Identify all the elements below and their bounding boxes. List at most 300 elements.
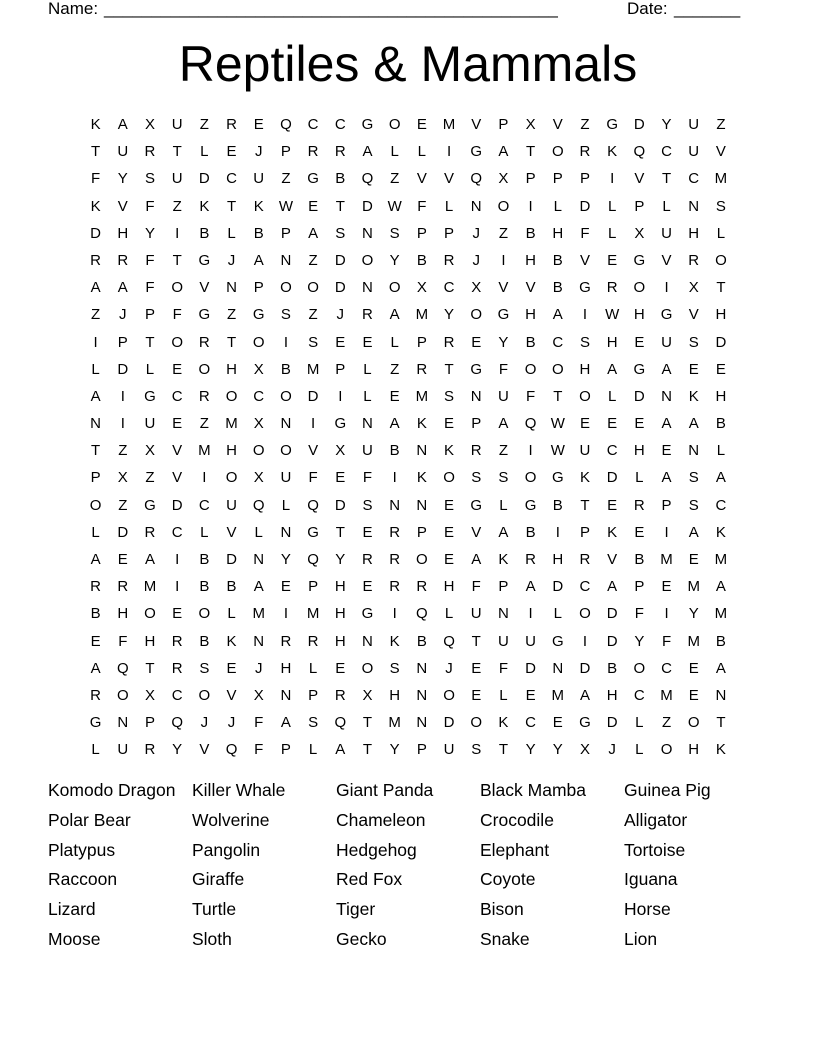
grid-letter: Z	[172, 197, 182, 215]
grid-letter: B	[552, 496, 563, 514]
grid-letter: G	[334, 415, 347, 433]
grid-letter: U	[470, 605, 482, 623]
word-bank-item: Pangolin	[192, 839, 261, 860]
grid-letter: N	[362, 415, 373, 433]
grid-letter: N	[688, 197, 700, 215]
grid-letter: A	[607, 360, 618, 378]
grid-letter: Y	[444, 306, 455, 324]
grid-letter: R	[443, 251, 455, 269]
grid-letter: R	[280, 632, 292, 650]
grid-letter: O	[524, 469, 537, 487]
grid-letter: A	[552, 306, 563, 324]
grid-letter: M	[714, 605, 728, 623]
grid-letter: L	[607, 224, 617, 242]
grid-letter: O	[252, 333, 265, 351]
grid-letter: R	[334, 686, 346, 704]
grid-letter: Y	[661, 116, 672, 133]
grid-letter: I	[93, 333, 98, 351]
grid-letter: Q	[252, 496, 265, 514]
grid-letter: J	[254, 143, 263, 161]
grid-letter: X	[634, 224, 645, 242]
grid-letter: S	[498, 469, 509, 487]
grid-letter: G	[551, 469, 564, 487]
grid-letter: J	[119, 306, 127, 324]
grid-letter: D	[226, 551, 237, 568]
grid-letter: N	[280, 686, 292, 704]
grid-letter: Y	[117, 170, 128, 188]
grid-letter: L	[227, 224, 236, 242]
grid-letter: G	[307, 170, 319, 188]
grid-letter: G	[144, 496, 156, 514]
grid-letter: E	[362, 523, 373, 541]
grid-letter: C	[661, 659, 672, 677]
grid-letter: X	[579, 741, 590, 759]
grid-letter: I	[175, 578, 180, 596]
grid-letter: V	[444, 170, 455, 188]
word-bank-item: Alligator	[624, 809, 688, 830]
grid-letter: J	[254, 659, 263, 677]
grid-letter: W	[550, 442, 565, 460]
grid-letter: U	[117, 741, 129, 759]
grid-letter: A	[525, 578, 536, 596]
grid-letter: G	[198, 251, 211, 269]
grid-letter: E	[335, 469, 346, 487]
grid-letter: E	[661, 442, 672, 460]
grid-letter: I	[120, 387, 125, 405]
grid-letter: P	[117, 333, 128, 351]
grid-letter: N	[416, 686, 428, 704]
grid-letter: L	[91, 360, 100, 378]
grid-letter: F	[254, 741, 264, 759]
grid-letter: N	[389, 496, 401, 514]
grid-letter: A	[661, 415, 672, 433]
grid-letter: I	[664, 523, 669, 541]
grid-letter: I	[392, 605, 397, 623]
grid-letter: W	[278, 197, 293, 215]
grid-letter: N	[416, 714, 428, 732]
grid-letter: K	[498, 551, 509, 568]
grid-letter: Q	[280, 116, 292, 133]
grid-letter: E	[444, 551, 455, 568]
grid-letter: N	[362, 224, 373, 242]
word-bank-item: Guinea Pig	[624, 780, 711, 800]
grid-letter: E	[389, 387, 400, 405]
date-blank: _______	[674, 0, 741, 18]
grid-letter: U	[226, 496, 237, 514]
grid-letter: Y	[389, 251, 400, 269]
grid-letter: P	[280, 143, 291, 161]
grid-letter: K	[389, 632, 400, 650]
grid-letter: G	[660, 306, 673, 324]
grid-letter: P	[498, 116, 509, 133]
grid-letter: M	[714, 170, 728, 188]
grid-letter: B	[90, 605, 101, 623]
grid-letter: H	[443, 578, 455, 596]
grid-letter: O	[388, 279, 401, 297]
grid-letter: N	[552, 659, 564, 677]
grid-letter: R	[470, 442, 482, 460]
word-bank-item: Lion	[624, 928, 658, 949]
grid-letter: Z	[716, 116, 726, 133]
grid-letter: U	[171, 116, 183, 133]
grid-letter: B	[199, 551, 210, 568]
grid-letter: R	[334, 143, 346, 161]
grid-letter: V	[226, 686, 237, 704]
grid-letter: Q	[443, 632, 455, 650]
grid-letter: P	[579, 523, 590, 541]
grid-letter: L	[91, 523, 100, 541]
grid-letter: X	[144, 442, 155, 460]
grid-letter: N	[253, 632, 265, 650]
grid-letter: X	[117, 469, 128, 487]
grid-letter: P	[144, 714, 155, 732]
grid-letter: Q	[633, 143, 646, 161]
grid-letter: H	[633, 306, 645, 324]
grid-letter: V	[117, 197, 128, 215]
grid-letter: Z	[580, 116, 590, 133]
grid-letter: N	[280, 251, 292, 269]
grid-letter: C	[715, 496, 727, 514]
grid-letter: T	[335, 197, 345, 215]
grid-letter: C	[552, 333, 564, 351]
grid-letter: T	[362, 741, 373, 759]
grid-letter: F	[145, 251, 155, 269]
grid-letter: M	[143, 578, 157, 596]
grid-letter: F	[118, 632, 128, 650]
grid-letter: G	[89, 714, 102, 732]
grid-letter: P	[634, 578, 645, 596]
grid-letter: A	[335, 741, 346, 759]
grid-letter: R	[144, 523, 156, 541]
grid-letter: E	[117, 551, 128, 568]
grid-letter: T	[145, 659, 155, 677]
grid-letter: T	[226, 197, 237, 215]
grid-letter: H	[606, 333, 618, 351]
grid-letter: L	[363, 387, 372, 405]
grid-letter: G	[633, 360, 646, 378]
grid-letter: G	[470, 143, 483, 161]
grid-letter: S	[715, 197, 726, 215]
grid-letter: R	[307, 632, 319, 650]
grid-letter: R	[606, 279, 618, 297]
name-blank: ________________________________________________	[104, 0, 558, 18]
grid-letter: Y	[172, 741, 183, 759]
grid-letter: O	[225, 387, 238, 405]
grid-letter: A	[471, 551, 482, 568]
grid-letter: E	[634, 523, 645, 541]
word-bank-item: Turtle	[192, 899, 237, 920]
grid-letter: L	[200, 523, 209, 541]
grid-letter: I	[610, 170, 615, 188]
grid-letter: E	[471, 333, 482, 351]
grid-letter: P	[416, 741, 427, 759]
grid-letter: M	[415, 306, 429, 324]
grid-letter: L	[635, 714, 644, 732]
grid-letter: E	[172, 605, 183, 623]
grid-letter: E	[90, 632, 101, 650]
grid-letter: O	[280, 279, 292, 297]
grid-letter: R	[362, 551, 373, 568]
grid-letter: T	[661, 170, 672, 188]
grid-letter: V	[471, 116, 482, 133]
grid-letter: G	[198, 306, 211, 324]
grid-letter: V	[308, 442, 319, 460]
word-bank	[48, 776, 768, 955]
grid-letter: U	[525, 632, 537, 650]
grid-letter: B	[389, 442, 400, 460]
grid-letter: P	[280, 741, 291, 759]
grid-letter: E	[634, 415, 645, 433]
grid-letter: S	[308, 333, 319, 351]
grid-letter: E	[253, 116, 264, 133]
grid-letter: Y	[498, 333, 509, 351]
grid-letter: K	[199, 197, 210, 215]
grid-letter: N	[715, 686, 727, 704]
word-bank-item: Tortoise	[624, 839, 686, 860]
grid-letter: Y	[335, 551, 346, 568]
grid-letter: X	[253, 469, 264, 487]
grid-letter: Z	[498, 442, 508, 460]
grid-letter: K	[444, 442, 455, 460]
grid-letter: T	[444, 360, 454, 378]
grid-letter: I	[555, 523, 560, 541]
grid-letter: N	[416, 442, 428, 460]
grid-letter: N	[226, 279, 237, 297]
grid-letter: F	[498, 360, 508, 378]
grid-letter: H	[525, 306, 537, 324]
grid-letter: G	[361, 605, 374, 623]
grid-letter: G	[470, 496, 483, 514]
grid-letter: G	[252, 306, 265, 324]
grid-letter: H	[144, 632, 156, 650]
grid-letter: O	[89, 496, 102, 514]
grid-letter: O	[198, 605, 211, 623]
grid-letter: Y	[389, 741, 400, 759]
grid-letter: L	[444, 197, 454, 215]
grid-letter: A	[498, 523, 509, 541]
grid-letter: S	[444, 387, 455, 405]
grid-letter: A	[144, 551, 155, 568]
grid-letter: H	[715, 387, 727, 405]
grid-letter: N	[90, 415, 102, 433]
word-bank-item: Komodo Dragon	[48, 780, 176, 800]
grid-letter: G	[361, 116, 374, 133]
grid-letter: Q	[524, 415, 537, 433]
grid-letter: T	[498, 741, 508, 759]
grid-letter: K	[715, 741, 726, 759]
grid-letter: F	[580, 224, 590, 242]
grid-letter: A	[308, 224, 319, 242]
grid-letter: H	[334, 632, 346, 650]
grid-letter: P	[416, 224, 427, 242]
grid-letter: R	[90, 578, 102, 596]
page-title: Reptiles & Mammals	[178, 36, 638, 92]
grid-letter: O	[116, 686, 129, 704]
grid-letter: G	[606, 116, 618, 133]
grid-letter: A	[715, 578, 726, 596]
grid-letter: U	[280, 469, 292, 487]
grid-letter: P	[661, 496, 672, 514]
grid-letter: V	[525, 279, 536, 297]
grid-letter: E	[362, 578, 373, 596]
grid-letter: A	[498, 143, 509, 161]
grid-letter: L	[553, 197, 562, 215]
grid-letter: F	[145, 279, 155, 297]
grid-letter: X	[471, 279, 482, 297]
grid-letter: G	[307, 523, 319, 541]
grid-letter: X	[498, 170, 509, 188]
grid-letter: D	[633, 387, 645, 405]
grid-letter: R	[362, 306, 373, 324]
grid-letter: S	[335, 224, 346, 242]
grid-letter: R	[198, 387, 210, 405]
grid-letter: P	[335, 360, 346, 378]
grid-letter: N	[470, 197, 482, 215]
grid-letter: D	[715, 333, 727, 351]
grid-letter: D	[579, 197, 591, 215]
grid-letter: D	[552, 578, 564, 596]
word-bank-item: Killer Whale	[192, 780, 286, 800]
grid-letter: R	[117, 251, 129, 269]
grid-letter: E	[688, 360, 699, 378]
grid-letter: L	[91, 741, 100, 759]
word-bank-item: Tiger	[336, 899, 376, 920]
grid-letter: N	[497, 605, 509, 623]
grid-letter: K	[688, 387, 699, 405]
grid-letter: M	[252, 605, 265, 623]
grid-letter: L	[390, 333, 399, 351]
grid-letter: D	[307, 387, 319, 405]
grid-letter: A	[579, 686, 590, 704]
grid-letter: D	[362, 197, 373, 215]
grid-letter: Y	[525, 741, 536, 759]
grid-letter: T	[716, 714, 726, 732]
grid-letter: M	[660, 551, 673, 568]
grid-letter: I	[501, 251, 506, 269]
grid-letter: R	[579, 143, 591, 161]
grid-letter: B	[552, 251, 563, 269]
word-bank-item: Snake	[480, 928, 530, 949]
grid-letter: E	[362, 333, 373, 351]
grid-letter: Q	[334, 714, 347, 732]
grid-letter: B	[253, 224, 264, 242]
grid-letter: A	[661, 360, 672, 378]
grid-letter: F	[172, 306, 182, 324]
grid-letter: P	[144, 306, 155, 324]
grid-letter: O	[171, 333, 183, 351]
grid-letter: G	[524, 496, 537, 514]
grid-letter: A	[607, 578, 618, 596]
grid-letter: O	[171, 279, 183, 297]
grid-letter: L	[716, 442, 726, 460]
word-bank-item: Black Mamba	[480, 780, 587, 800]
name-label: Name:	[48, 0, 99, 18]
grid-letter: T	[526, 143, 536, 161]
grid-letter: A	[389, 415, 400, 433]
grid-letter: R	[688, 251, 700, 269]
grid-letter: U	[497, 632, 509, 650]
grid-letter: E	[634, 333, 645, 351]
grid-letter: E	[226, 143, 237, 161]
grid-letter: R	[525, 551, 537, 568]
grid-letter: K	[579, 469, 590, 487]
grid-letter: U	[579, 442, 591, 460]
grid-letter: N	[280, 415, 292, 433]
grid-letter: E	[607, 496, 618, 514]
grid-letter: M	[198, 442, 211, 460]
grid-letter: E	[607, 415, 618, 433]
grid-letter: Z	[281, 170, 291, 188]
grid-letter: L	[607, 387, 617, 405]
grid-letter: M	[714, 551, 728, 568]
grid-letter: V	[172, 469, 183, 487]
grid-letter: K	[253, 197, 264, 215]
grid-letter: F	[661, 632, 672, 650]
grid-letter: F	[362, 469, 373, 487]
grid-letter: A	[661, 469, 672, 487]
grid-letter: A	[498, 415, 509, 433]
grid-letter: C	[606, 442, 618, 460]
word-bank-item: Wolverine	[192, 809, 270, 830]
grid-letter: L	[444, 605, 454, 623]
grid-letter: E	[471, 686, 482, 704]
grid-letter: C	[443, 279, 455, 297]
word-bank-item: Lizard	[48, 899, 96, 920]
grid-letter: W	[605, 306, 620, 324]
grid-letter: I	[175, 551, 180, 568]
grid-letter: V	[715, 143, 726, 161]
grid-letter: K	[416, 415, 427, 433]
grid-letter: A	[90, 279, 101, 297]
grid-letter: J	[336, 306, 345, 324]
grid-letter: B	[525, 523, 536, 541]
grid-letter: H	[688, 741, 700, 759]
grid-letter: I	[120, 415, 125, 433]
grid-letter: L	[716, 224, 726, 242]
grid-letter: O	[579, 387, 591, 405]
grid-letter: L	[635, 741, 644, 759]
grid-letter: X	[335, 442, 346, 460]
grid-letter: M	[687, 632, 700, 650]
grid-letter: K	[715, 523, 726, 541]
grid-letter: R	[117, 578, 129, 596]
grid-letter: X	[362, 686, 373, 704]
grid-letter: T	[553, 387, 563, 405]
word-bank-item: Moose	[48, 928, 101, 949]
grid-letter: T	[145, 333, 155, 351]
grid-letter: K	[90, 197, 101, 215]
grid-letter: O	[280, 387, 292, 405]
grid-letter: E	[280, 578, 291, 596]
grid-letter: L	[499, 686, 508, 704]
grid-letter: V	[199, 279, 210, 297]
grid-letter: E	[172, 415, 183, 433]
grid-letter: K	[607, 143, 618, 161]
grid-letter: P	[308, 686, 319, 704]
grid-letter: R	[171, 632, 183, 650]
grid-letter: I	[283, 605, 288, 623]
grid-letter: T	[580, 496, 590, 514]
grid-letter: A	[253, 578, 264, 596]
word-bank-item: Polar Bear	[48, 809, 131, 830]
grid-letter: E	[335, 659, 346, 677]
grid-letter: O	[633, 279, 646, 297]
grid-letter: H	[525, 251, 537, 269]
grid-letter: D	[171, 496, 183, 514]
grid-letter: A	[117, 116, 128, 133]
grid-letter: R	[416, 360, 428, 378]
grid-letter: E	[444, 415, 455, 433]
